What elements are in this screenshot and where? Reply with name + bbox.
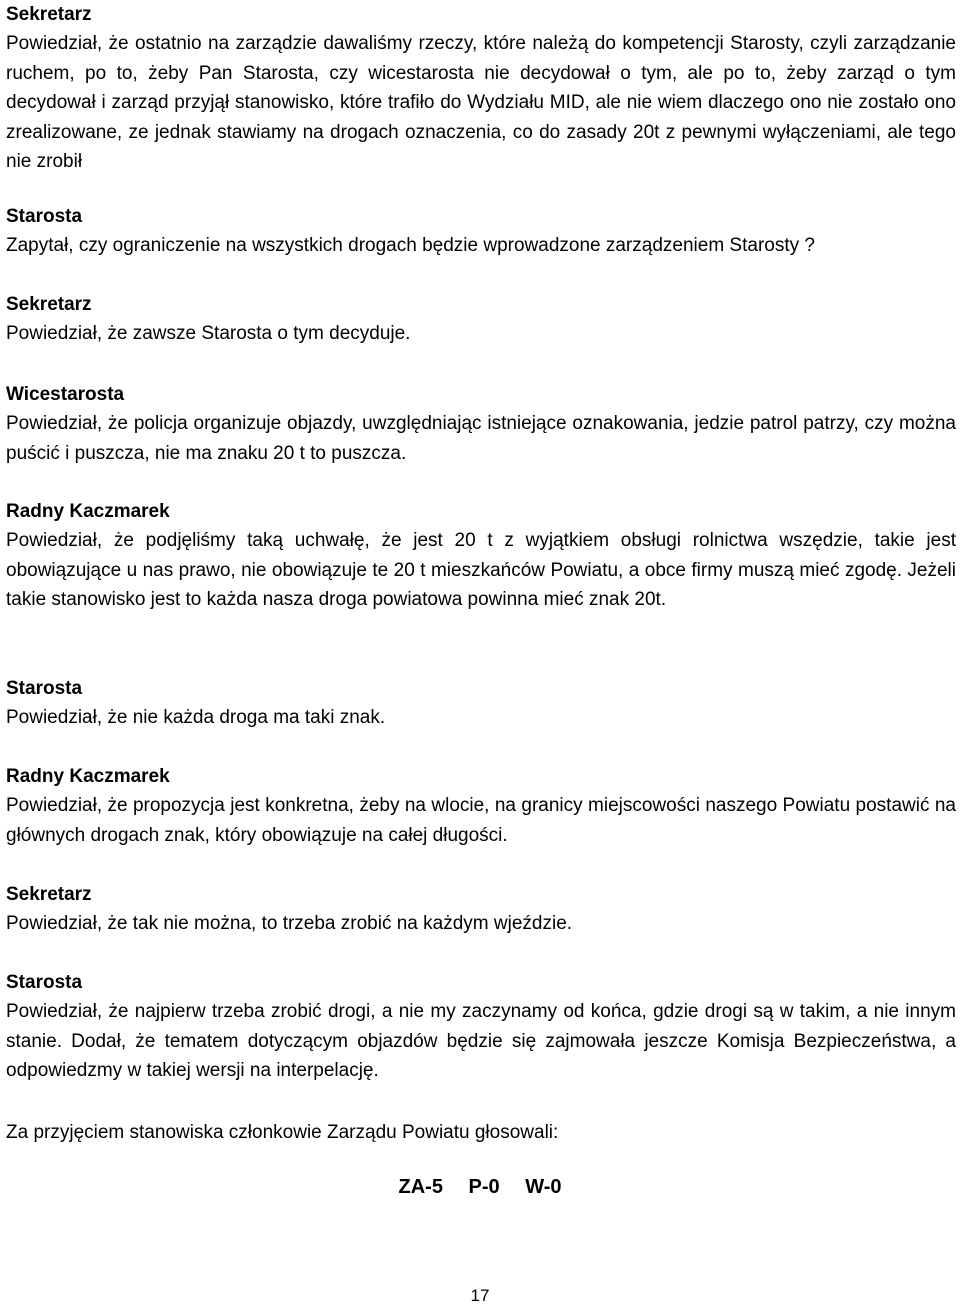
statement-text: Powiedział, że propozycja jest konkretna, żeby na wlocie, na granicy miejscowości naszego Powiatu postawić na głównych drogach znak, który obowiązuje na całej długości. xyxy=(6,795,956,846)
statement-text: Powiedział, że tak nie można, to trzeba zrobić na każdym wjeździe. xyxy=(6,913,573,934)
speaker-name: Wicestarosta xyxy=(6,384,125,405)
speaker-name: Starosta xyxy=(6,206,83,227)
vote-against: P-0 xyxy=(468,1176,500,1198)
statement-text: Powiedział, że zawsze Starosta o tym decyduje. xyxy=(6,323,411,344)
statement-block xyxy=(6,202,956,261)
statement-text: Powiedział, że ostatnio na zarządzie dawaliśmy rzeczy, które należą do kompetencji Starosty, czyli zarządzanie ruchem, po to, żeby Pan Starosta, czy wicestarosta nie decydował o tym, ale po to, żeby zarząd o tym decydował i zarząd przyjął stanowisko, które trafiło do Wydziału MID, ale nie wiem dlaczego ono nie zostało ono zrealizowane, ze jednak stawiamy na drogach oznaczenia, co do zasady 20t z pewnymi wyłączeniami, ale tego nie zrobił xyxy=(6,33,956,172)
statement-block xyxy=(6,290,956,349)
speaker-name: Sekretarz xyxy=(6,294,92,315)
vote-abstain: W-0 xyxy=(525,1176,562,1198)
page-number: 17 xyxy=(470,1286,490,1305)
speaker-name: Sekretarz xyxy=(6,4,92,25)
voting-intro-block xyxy=(6,1118,956,1148)
statement-block xyxy=(6,968,956,1086)
speaker-name: Starosta xyxy=(6,678,83,699)
statement-block xyxy=(6,497,956,615)
statement-text: Powiedział, że policja organizuje objazdy, uwzględniając istniejące oznakowania, jedzie patrol patrzy, czy można puścić i puszcza, nie ma znaku 20 t to puszcza. xyxy=(6,413,956,464)
statement-block xyxy=(6,0,956,177)
speaker-name: Sekretarz xyxy=(6,884,92,905)
voting-intro: Za przyjęciem stanowiska członkowie Zarządu Powiatu głosowali: xyxy=(6,1122,559,1143)
statement-text: Powiedział, że nie każda droga ma taki znak. xyxy=(6,707,386,728)
statement-block xyxy=(6,674,956,733)
statement-text: Powiedział, że podjęliśmy taką uchwałę, że jest 20 t z wyjątkiem obsługi rolnictwa wszędzie, takie jest obowiązujące u nas prawo, nie obowiązuje te 20 t mieszkańców Powiatu, a obce firmy muszą mieć zgodę. Jeżeli takie stanowisko jest to każda nasza droga powiatowa powinna mieć znak 20t. xyxy=(6,530,956,610)
vote-results xyxy=(0,1176,960,1199)
speaker-name: Starosta xyxy=(6,972,83,993)
statement-block xyxy=(6,380,956,468)
speaker-name: Radny Kaczmarek xyxy=(6,501,170,522)
statement-block xyxy=(6,762,956,850)
statement-text: Zapytał, czy ograniczenie na wszystkich drogach będzie wprowadzone zarządzeniem Starosty ? xyxy=(6,235,815,256)
speaker-name: Radny Kaczmarek xyxy=(6,766,170,787)
vote-for: ZA-5 xyxy=(398,1176,443,1198)
statement-text: Powiedział, że najpierw trzeba zrobić drogi, a nie my zaczynamy od końca, gdzie drogi są w takim, a nie innym stanie. Dodał, że tematem dotyczącym objazdów będzie się zajmowała jeszcze Komisja Bezpieczeństwa, a odpowiedzmy w takiej wersji na interpelację. xyxy=(6,1001,956,1081)
statement-block xyxy=(6,880,956,939)
